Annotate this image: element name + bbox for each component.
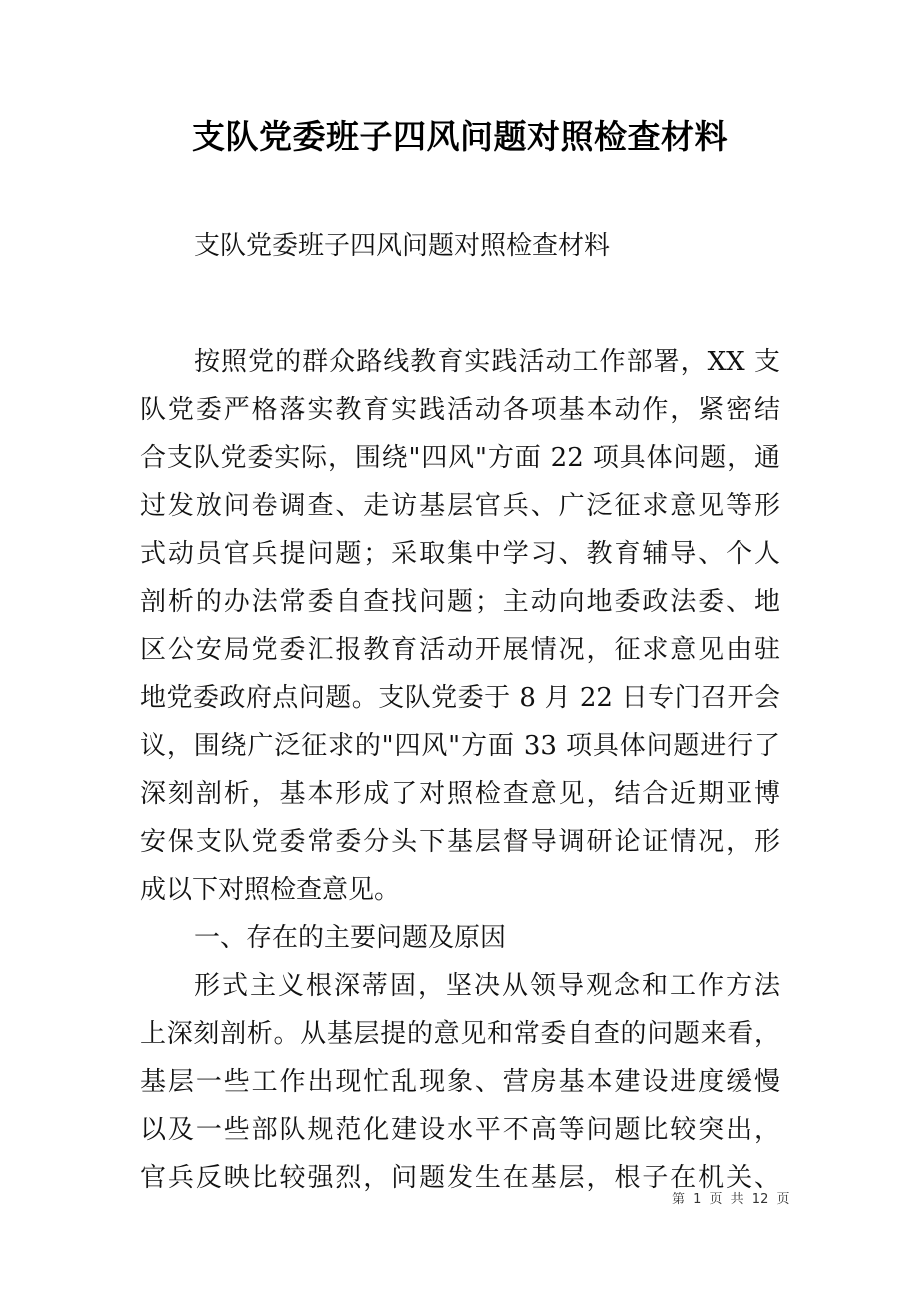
paragraph-line: 队党委严格落实教育实践活动各项基本动作，紧密结 <box>140 395 780 425</box>
paragraph-line: 地党委政府点问题。支队党委于 8 月 22 日专门召开会 <box>140 683 780 713</box>
paragraph-line: 议，围绕广泛征求的"四风"方面 33 项具体问题进行了 <box>140 731 780 761</box>
paragraph-line: 按照党的群众路线教育实践活动工作部署，XX 支 <box>194 347 780 377</box>
paragraph-line: 形式主义根深蒂固，坚决从领导观念和工作方法 <box>194 971 780 1001</box>
paragraph-line: 深刻剖析，基本形成了对照检查意见，结合近期亚博 <box>140 779 780 809</box>
document-body <box>140 338 780 1202</box>
paragraph-line: 上深刻剖析。从基层提的意见和常委自查的问题来看， <box>140 1019 780 1049</box>
section-heading: 一、存在的主要问题及原因 <box>194 923 507 953</box>
paragraph-line: 成以下对照检查意见。 <box>140 875 401 905</box>
paragraph-line: 过发放问卷调查、走访基层官兵、广泛征求意见等形 <box>140 491 780 521</box>
paragraph-line: 式动员官兵提问题；采取集中学习、教育辅导、个人 <box>140 539 780 569</box>
paragraph-line: 合支队党委实际，围绕"四风"方面 22 项具体问题，通 <box>140 443 780 473</box>
page-number-footer: 第 1 页 共 12 页 <box>672 1192 790 1207</box>
document-title: 支队党委班子四风问题对照检查材料 <box>192 117 728 156</box>
paragraph-line: 区公安局党委汇报教育活动开展情况，征求意见由驻 <box>140 635 780 665</box>
paragraph-line: 基层一些工作出现忙乱现象、营房基本建设进度缓慢 <box>140 1067 780 1097</box>
paragraph-line: 安保支队党委常委分头下基层督导调研论证情况，形 <box>140 827 780 857</box>
paragraph-line: 剖析的办法常委自查找问题；主动向地委政法委、地 <box>140 587 780 617</box>
document-subtitle: 支队党委班子四风问题对照检查材料 <box>194 231 611 261</box>
paragraph-line: 以及一些部队规范化建设水平不高等问题比较突出， <box>140 1115 780 1145</box>
paragraph-line: 官兵反映比较强烈，问题发生在基层，根子在机关、 <box>140 1163 780 1193</box>
